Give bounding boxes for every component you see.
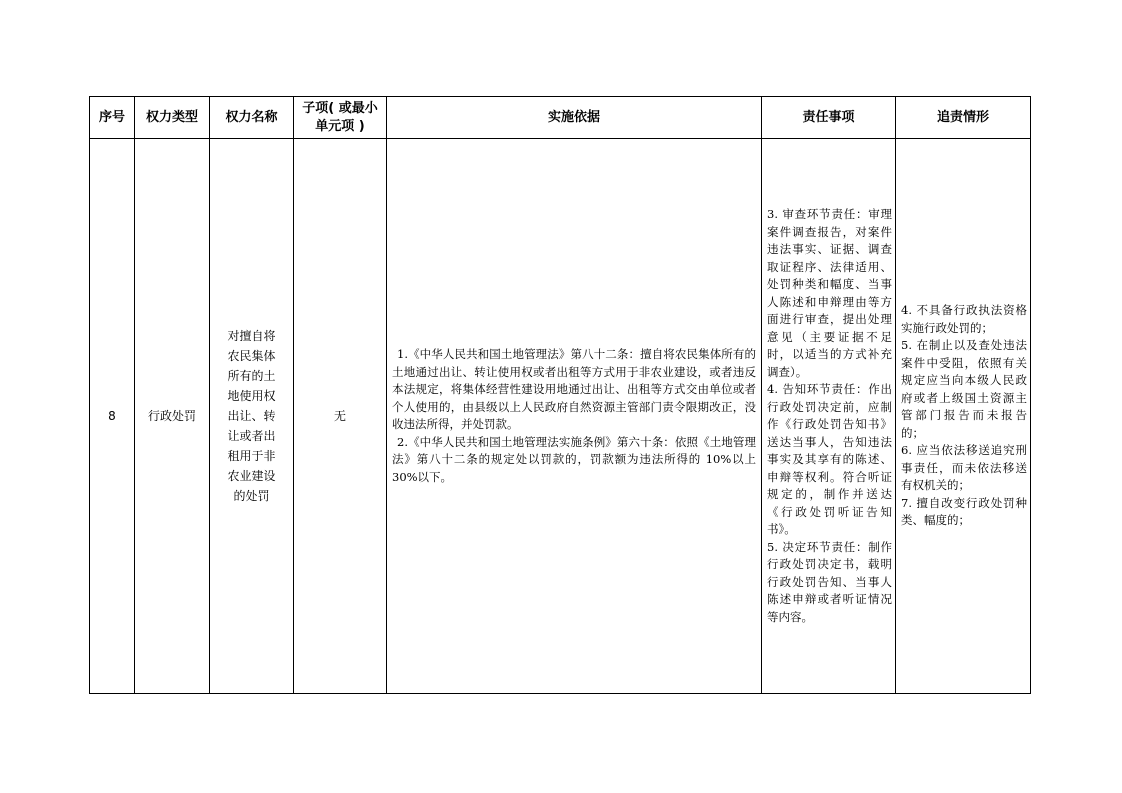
cell-power-type: 行政处罚 — [135, 139, 210, 694]
header-row — [90, 97, 1031, 139]
cell-basis — [387, 139, 762, 694]
power-list-table — [89, 96, 1031, 694]
accountability-item-6: 6. 应当依法移送追究刑事责任，而未依法移送有权机关的； — [901, 443, 1027, 493]
header-sub-item-text: 子项( 或最小单元项 ) — [302, 100, 378, 134]
cell-duty — [762, 139, 896, 694]
accountability-item-7: 7. 擅自改变行政处罚种类、幅度的； — [901, 495, 1027, 528]
header-seq: 序号 — [90, 97, 135, 139]
cell-power-name — [210, 139, 294, 694]
cell-seq: 8 — [90, 139, 135, 694]
header-accountability: 追责情形 — [896, 97, 1031, 139]
basis-item-2: 2.《中华人民共和国土地管理法实施条例》第六十条：依照《土地管理法》第八十二条的规定处以罚款的，罚款额为违法所得的 10%以上 30%以下。 — [392, 434, 756, 484]
duty-item-4: 4. 告知环节责任：作出行政处罚决定前，应制作《行政处罚告知书》送达当事人，告知违法事实及其享有的陈述、申辩等权利。符合听证规定的，制作并送达《行政处罚听证告知书》。 — [767, 382, 892, 536]
table-row — [90, 139, 1031, 694]
power-name-text: 对擅自将农民集体所有的土地使用权出让、转让或者出租用于非农业建设的处罚 — [227, 329, 276, 503]
header-duty: 责任事项 — [762, 97, 896, 139]
cell-accountability — [896, 139, 1031, 694]
header-power-type: 权力类型 — [135, 97, 210, 139]
basis-item-1: 1.《中华人民共和国土地管理法》第八十二条：擅自将农民集体所有的土地通过出让、转让使用权或者出租等方式用于非农业建设，或者违反本法规定，将集体经营性建设用地通过出让、出租等方式交由单位或者个人使用的，由县级以上人民政府自然资源主管部门责令限期改正，没收违法所得，并处罚款。 — [392, 347, 756, 431]
accountability-item-5: 5. 在制止以及查处违法案件中受阻，依照有关规定应当向本级人民政府或者上级国土资源主管部门报告而未报告的； — [901, 338, 1027, 440]
duty-item-5: 5. 决定环节责任：制作行政处罚决定书，载明行政处罚告知、当事人陈述申辩或者听证情况等内容。 — [767, 539, 892, 624]
header-power-name: 权力名称 — [210, 97, 294, 139]
header-sub-item — [294, 97, 387, 139]
accountability-item-4: 4. 不具备行政执法资格实施行政处罚的； — [901, 303, 1027, 335]
duty-item-3: 3. 审查环节责任：审理案件调查报告，对案件违法事实、证据、调查取证程序、法律适用、处罚种类和幅度、当事人陈述和申辩理由等方面进行审查，提出处理意见（主要证据不足时，以适当的方式补充调查）。 — [767, 207, 892, 379]
header-basis: 实施依据 — [387, 97, 762, 139]
cell-sub-item: 无 — [294, 139, 387, 694]
